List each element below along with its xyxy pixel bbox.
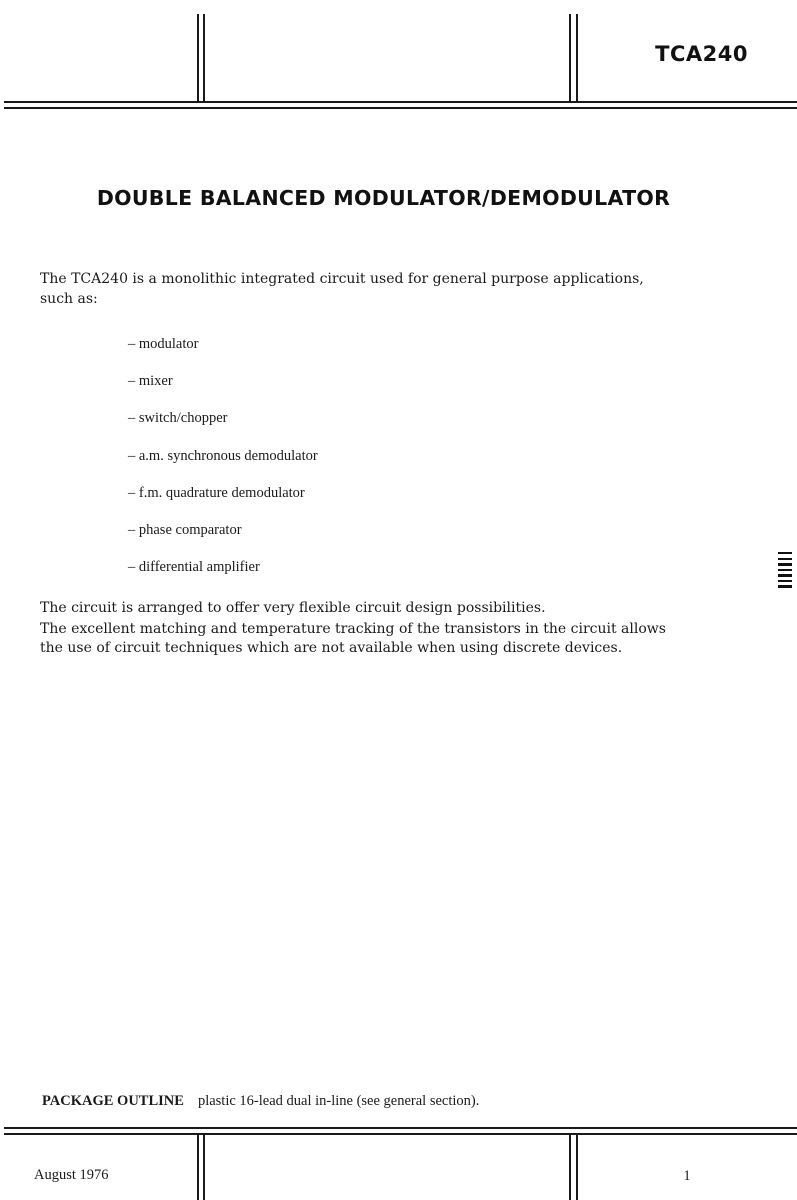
footer-divider-left-b [203,1134,205,1200]
intro-line-2: such as: [40,291,98,307]
body-line-3: the use of circuit techniques which are not available when using discrete devices. [40,640,623,656]
package-outline-text: plastic 16-lead dual in-line (see general section). [197,1093,480,1109]
header-rule-top [4,101,797,103]
section-tab-marks [778,552,792,591]
footer-rule-bottom [4,1133,797,1135]
page-title-text: DOUBLE BALANCED MODULATOR/DEMODULATOR [96,186,671,210]
header-divider-left-b [203,14,205,102]
list-item: – phase comparator [128,521,242,538]
package-outline [42,1093,479,1110]
applications-list [128,334,318,594]
header-divider-right-a [569,14,571,102]
footer-divider-right-a [569,1134,571,1200]
body-line-2: The excellent matching and temperature tracking of the transistors in the circuit allows [40,621,666,637]
page-title [0,186,797,210]
header-divider-right-b [576,14,578,102]
list-item: – switch/chopper [128,410,228,427]
list-item: – f.m. quadrature demodulator [128,484,305,501]
list-item: – mixer [128,373,173,390]
package-outline-label: PACKAGE OUTLINE [42,1093,184,1109]
body-line-1: The circuit is arranged to offer very flexible circuit design possibilities. [40,600,546,616]
footer-divider-left-a [197,1134,199,1200]
intro-line-1: The TCA240 is a monolithic integrated circuit used for general purpose applications, [40,271,644,287]
header-divider-left-a [197,14,199,102]
footer-rule-top [4,1127,797,1129]
part-number: TCA240 [655,42,748,66]
header-rule-bottom [4,107,797,109]
list-item: – modulator [128,336,199,352]
footer-date: August 1976 [34,1167,109,1183]
list-item: – differential amplifier [128,559,260,576]
page-number: 1 [683,1168,691,1184]
list-item: – a.m. synchronous demodulator [128,447,318,464]
footer-divider-right-b [576,1134,578,1200]
